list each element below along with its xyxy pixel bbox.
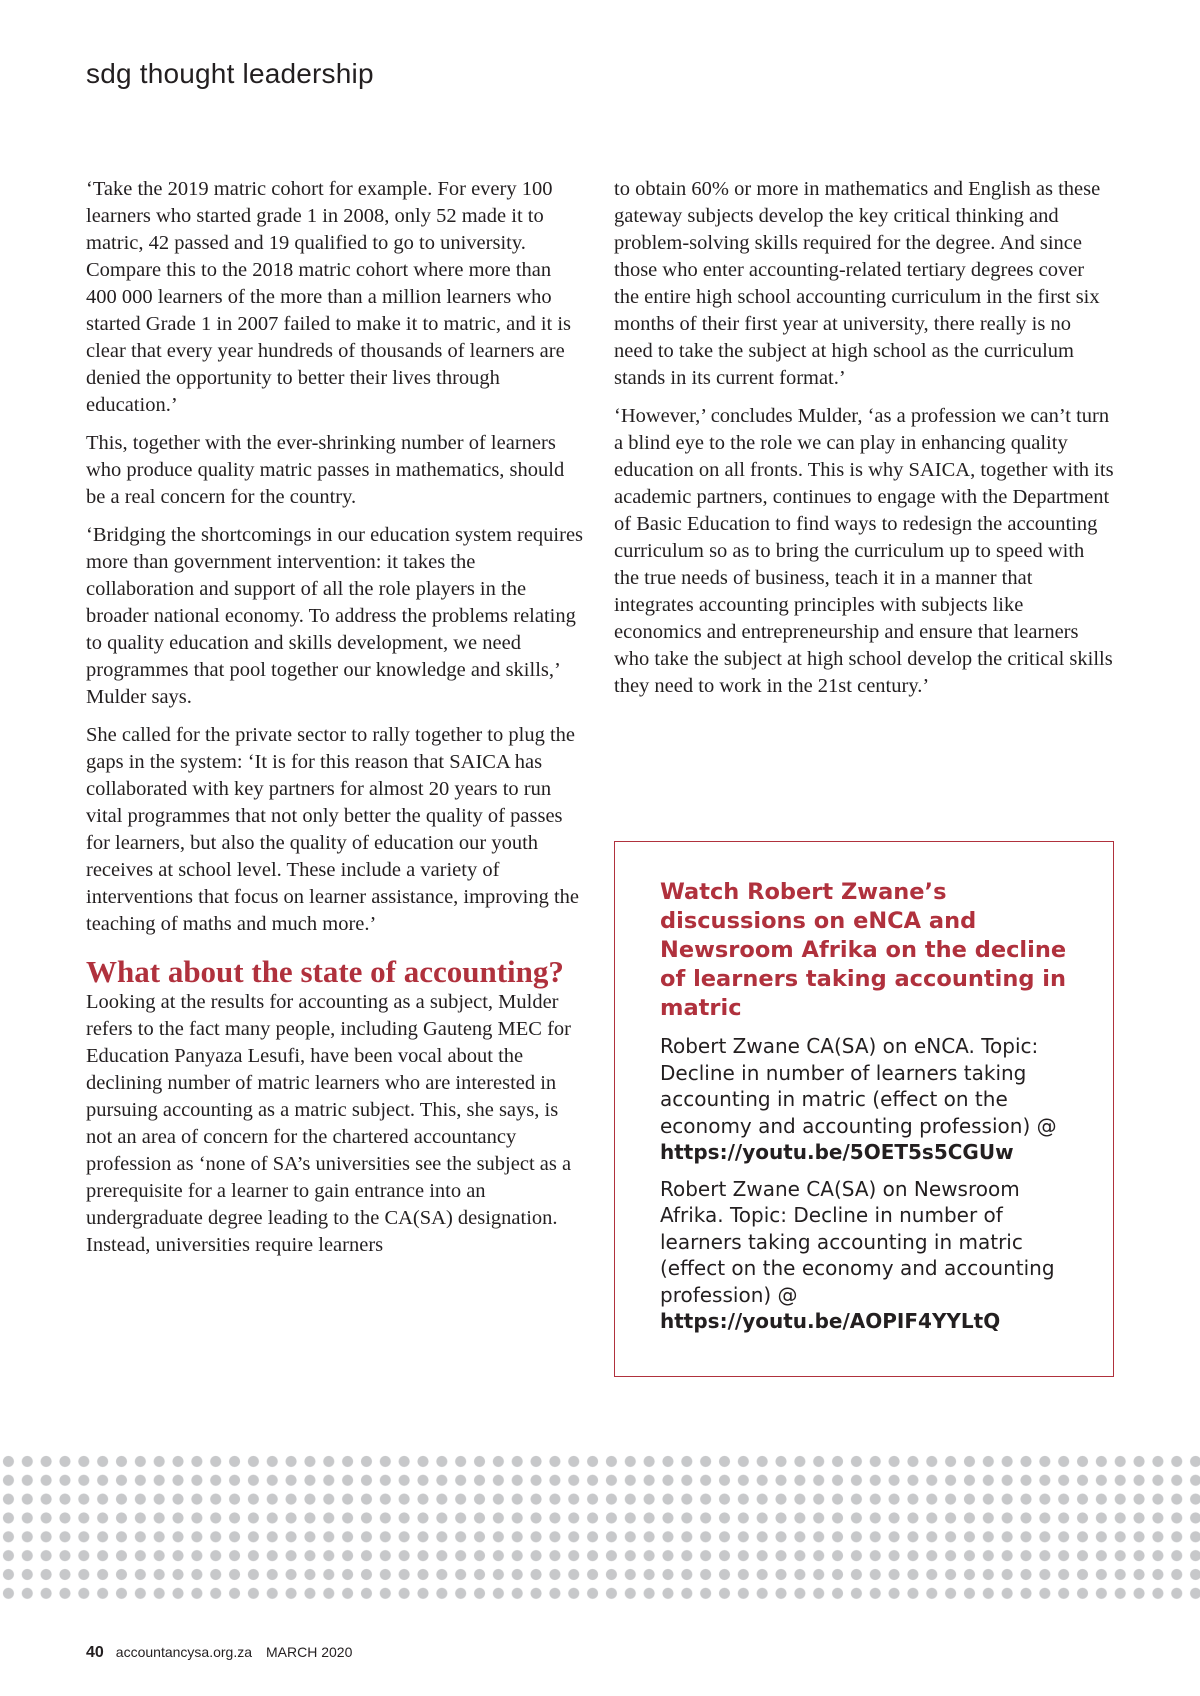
sidebox-item	[660, 1176, 1073, 1335]
issue-date: MARCH 2020	[266, 1644, 353, 1660]
body-paragraph: to obtain 60% or more in mathematics and English as these gateway subjects develop the key critical thinking and problem-solving skills required for the degree. And since those who enter accounting-related tertiary degrees cover the entire high school accounting curriculum in the first six months of their first year at university, there really is no need to take the subject at high school as the curriculum stands in its current format.’	[614, 178, 1101, 389]
youtube-link[interactable]: https://youtu.be/AOPIF4YYLtQ	[660, 1309, 1001, 1333]
body-paragraph: This, together with the ever-shrinking number of learners who produce quality matric passes in mathematics, should be a real concern for the country.	[86, 432, 565, 508]
body-paragraph: Looking at the results for accounting as a subject, Mulder refers to the fact many people, including Gauteng MEC for Education Panyaza Lesufi, have been vocal about the declining number of matric learners who are interested in pursuing accounting as a matric subject. This, she says, is not an area of concern for the chartered accountancy profession as ‘none of SA’s universities see the subject as a prerequisite for a learner to gain entrance into an undergraduate degree leading to the CA(SA) designation. Instead, universities require learners	[86, 991, 572, 1256]
website-link[interactable]: accountancysa.org.za	[115, 1644, 252, 1660]
page-number: 40	[86, 1644, 104, 1661]
sidebox-item	[660, 1033, 1073, 1166]
subheading: What about the state of accounting?	[86, 954, 564, 989]
dot-pattern-decoration	[0, 1452, 1200, 1602]
sidebox	[614, 841, 1114, 1377]
sidebox-item-text: Robert Zwane CA(SA) on eNCA. Topic: Decline in number of learners taking accounting in matric (effect on the economy and accounting profession) @	[660, 1034, 1057, 1138]
footer	[86, 1644, 352, 1662]
body-paragraph: She called for the private sector to rally together to plug the gaps in the system: ‘It is for this reason that SAICA has collaborated with key partners for almost 20 years to run vital programmes that not only better the quality of passes for learners, but also the quality of education our youth receives at school level. These include a variety of interventions that focus on learner assistance, improving the teaching of maths and much more.’	[86, 724, 580, 935]
right-column	[614, 176, 1114, 711]
youtube-link[interactable]: https://youtu.be/5OET5s5CGUw	[660, 1140, 1014, 1164]
body-paragraph: ‘Bridging the shortcomings in our education system requires more than government intervention: it takes the collaboration and support of all the role players in the broader national economy. To address the problems relating to quality education and skills development, we need programmes that pool together our knowledge and skills,’ Mulder says.	[86, 524, 584, 708]
section-label: sdg thought leadership	[86, 58, 374, 89]
body-paragraph: ‘However,’ concludes Mulder, ‘as a profession we can’t turn a blind eye to the role we can play in enhancing quality education on all fronts. This is why SAICA, together with its academic partners, continues to engage with the Department of Basic Education to find ways to redesign the accounting curriculum so as to bring the curriculum up to speed with the true needs of business, teach it in a manner that integrates accounting principles with subjects like economics and entrepreneurship and ensure that learners who take the subject at high school develop the critical skills they need to work in the 21st century.’	[614, 405, 1114, 697]
body-paragraph: ‘Take the 2019 matric cohort for example. For every 100 learners who started grade 1 in 2008, only 52 made it to matric, 42 passed and 19 qualified to go to university. Compare this to the 2018 matric cohort where more than 400 000 learners of the more than a million learners who started Grade 1 in 2007 failed to make it to matric, and it is clear that every year hundreds of thousands of learners are denied the opportunity to better their lives through education.’	[86, 178, 572, 416]
sidebox-item-text: Robert Zwane CA(SA) on Newsroom Afrika. Topic: Decline in number of learners taking accounting in matric (effect on the economy and accounting profession) @	[660, 1176, 1055, 1307]
left-column	[86, 176, 586, 1270]
sidebox-title: Watch Robert Zwane’s discussions on eNCA and Newsroom Afrika on the decline of learners taking accounting in matric	[660, 879, 1067, 1021]
